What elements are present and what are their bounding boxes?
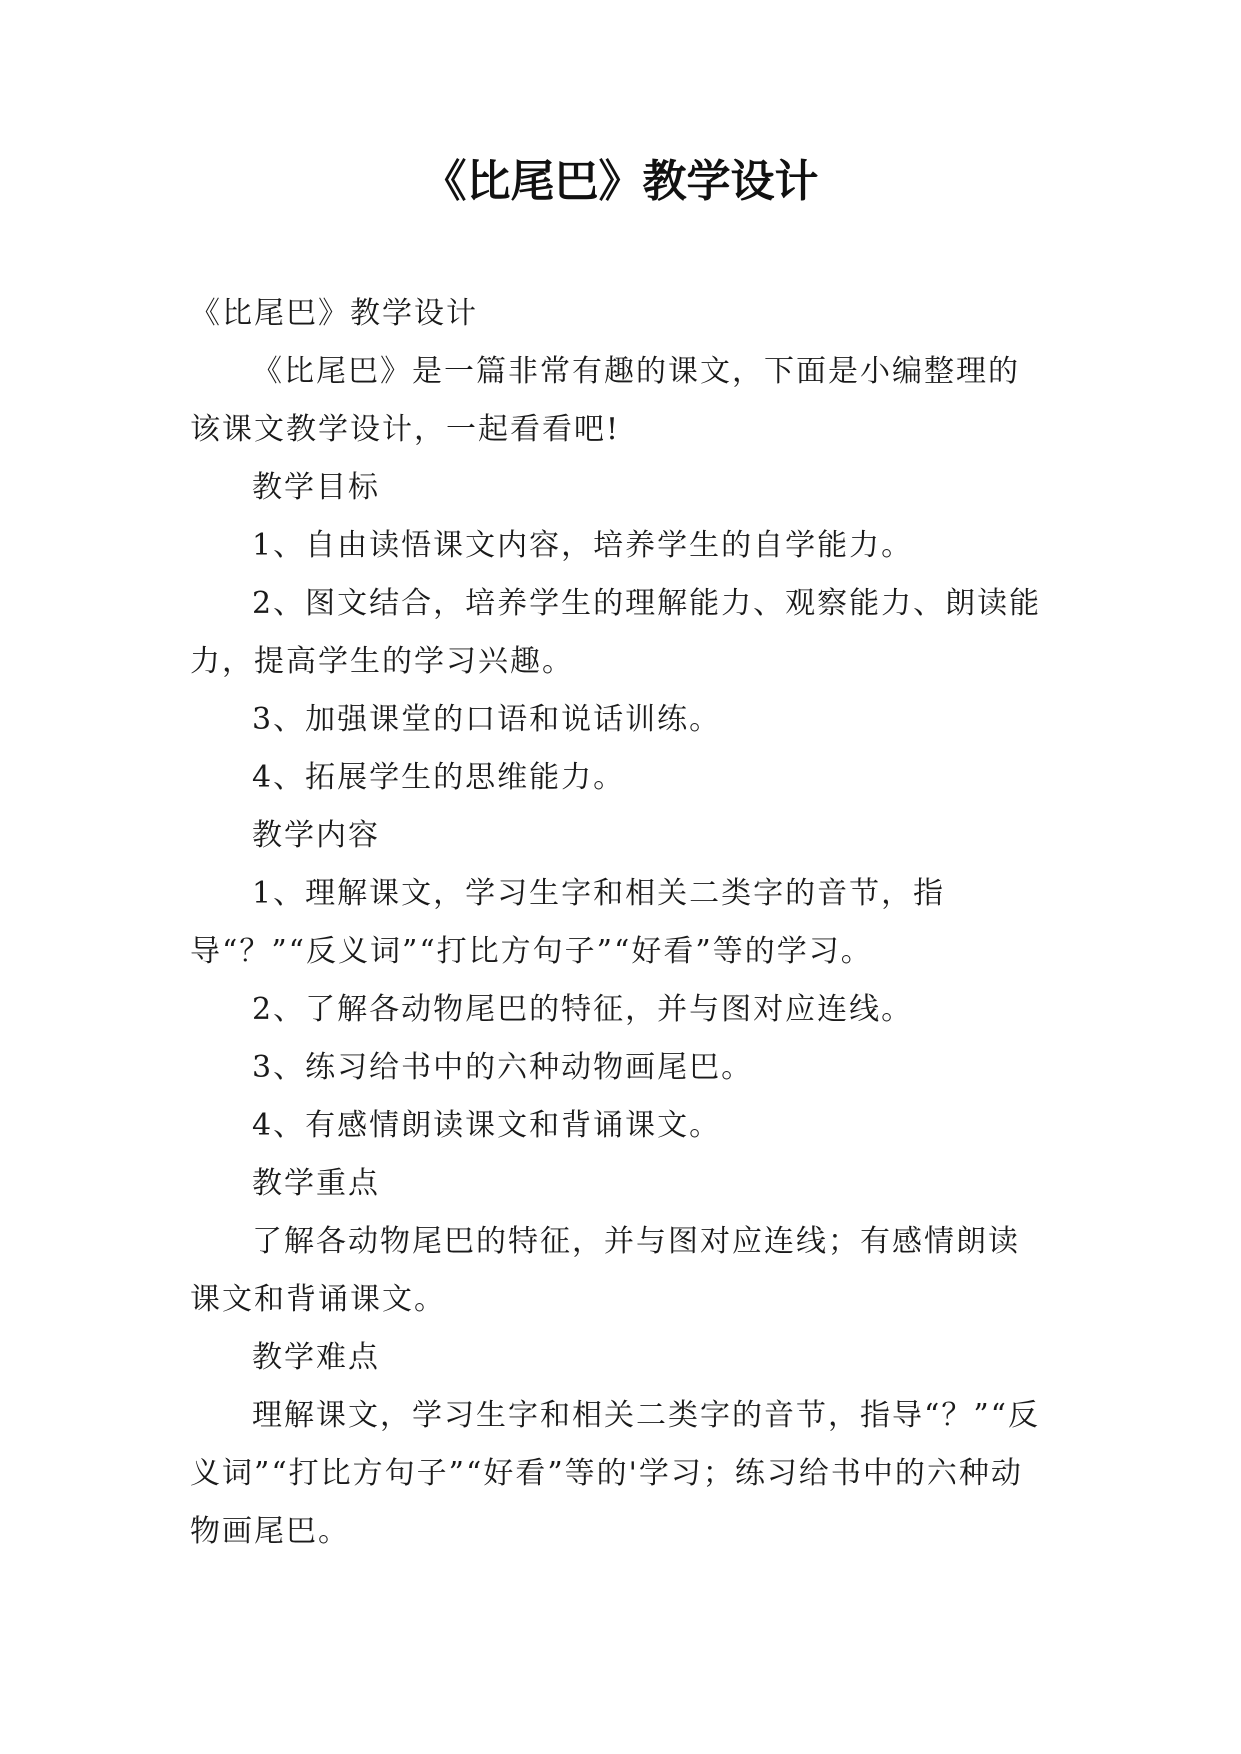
paragraph-subtitle: 《比尾巴》教学设计: [190, 296, 478, 331]
content-item-3: 3、练习给书中的六种动物画尾巴。: [252, 1050, 754, 1085]
paragraph-intro: 《比尾巴》是一篇非常有趣的课文，下面是小编整理的该课文教学设计，一起看看吧!: [190, 354, 1020, 447]
document-title: 《比尾巴》教学设计: [422, 156, 819, 207]
heading-teaching-content: 教学内容: [252, 818, 380, 853]
heading-key-points: 教学重点: [252, 1166, 380, 1201]
content-item-2: 2、了解各动物尾巴的特征，并与图对应连线。: [252, 992, 914, 1027]
heading-teaching-goals: 教学目标: [252, 470, 380, 505]
difficulties-text: 理解课文，学习生字和相关二类字的音节，指导“？”“反义词”“打比方句子”“好看”等的'学习；练习给书中的六种动物画尾巴。: [190, 1398, 1041, 1549]
content-item-4: 4、有感情朗读课文和背诵课文。: [252, 1108, 722, 1143]
goal-item-4: 4、拓展学生的思维能力。: [252, 760, 626, 795]
document-body: [190, 285, 1048, 1561]
goal-item-1: 1、自由读悟课文内容，培养学生的自学能力。: [252, 528, 914, 563]
key-points-text: 了解各动物尾巴的特征，并与图对应连线；有感情朗读课文和背诵课文。: [190, 1224, 1020, 1317]
goal-item-3: 3、加强课堂的口语和说话训练。: [252, 702, 722, 737]
heading-difficulties: 教学难点: [252, 1340, 380, 1375]
content-item-1: 1、理解课文，学习生字和相关二类字的音节，指导“？”“反义词”“打比方句子”“好看”等的学习。: [190, 876, 946, 969]
goal-item-2: 2、图文结合，培养学生的理解能力、观察能力、朗读能力，提高学生的学习兴趣。: [190, 586, 1042, 679]
